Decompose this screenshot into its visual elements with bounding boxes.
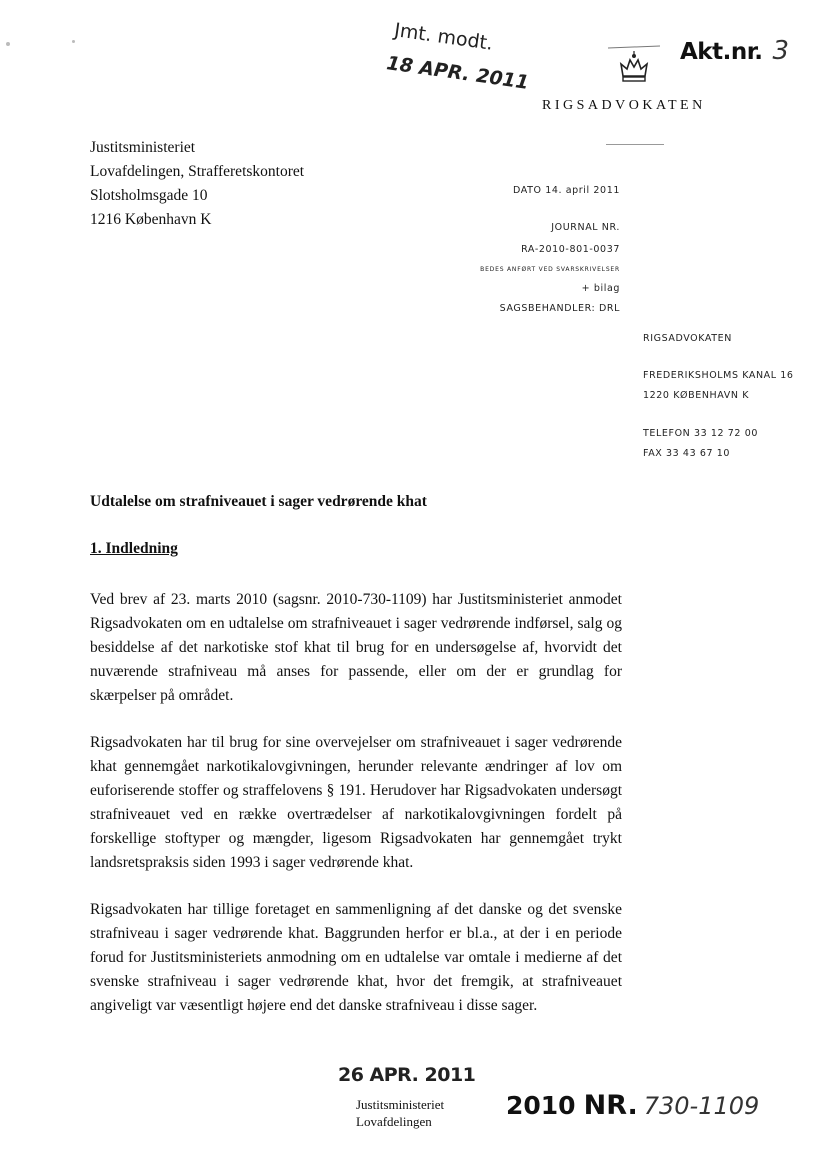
sender-fax: FAX 33 43 67 10 [643, 448, 731, 459]
akt-number: 3 [772, 36, 790, 66]
journal-label: JOURNAL NR. [551, 222, 620, 233]
akt-prefix: Akt.nr. [680, 39, 763, 65]
crown-logo [606, 42, 662, 90]
recipient-address [90, 136, 304, 232]
divider-line [606, 144, 664, 145]
bottom-case-number: 730-1109 [643, 1092, 760, 1120]
document-title: Udtalelse om strafniveauet i sager vedrørende khat [90, 493, 427, 510]
sender-name: RIGSADVOKATEN [643, 333, 732, 344]
case-handler: SAGSBEHANDLER: DRL [499, 303, 620, 314]
sender-phone: TELEFON 33 12 72 00 [643, 428, 758, 439]
scan-mark [6, 42, 10, 46]
received-date: 18 APR. 2011 [385, 52, 531, 94]
section-heading: 1. Indledning [90, 540, 178, 557]
received-stamp [380, 19, 531, 102]
body-paragraph: Rigsadvokaten har tillige foretaget en sammenligning af det danske og det svenske strafniveau i sager vedrørende khat. Baggrunden herfor er bl.a., at der i en periode forud for Justitsministeriets anmodning om en udtalelse var omtale i medierne af det svenske strafniveau i sager vedrørende khat, hvor det fremgik, at strafniveauet angiveligt var væsentligt højere end det danske strafniveau i disse sager. [90, 901, 622, 1014]
attachment-note: + bilag [581, 283, 620, 294]
recipient-line: Lovafdelingen, Strafferetskontoret [90, 163, 305, 180]
recipient-line: Slotsholmsgade 10 [90, 187, 208, 204]
bottom-case-nr: NR. [583, 1090, 638, 1121]
akt-number-stamp [680, 36, 789, 66]
letter-date: DATO 14. april 2011 [513, 185, 620, 196]
bottom-date-stamp: 26 APR. 2011 [338, 1064, 476, 1086]
sender-street: FREDERIKSHOLMS KANAL 16 [643, 370, 794, 381]
bottom-case-stamp [506, 1090, 759, 1121]
scan-mark [72, 40, 75, 43]
sender-city: 1220 KØBENHAVN K [643, 390, 750, 401]
recipient-line: 1216 København K [90, 211, 212, 228]
bottom-case-prefix: 2010 [506, 1091, 576, 1120]
bottom-dept-line: Justitsministeriet [356, 1097, 445, 1112]
body-paragraph: Ved brev af 23. marts 2010 (sagsnr. 2010-730-1109) har Justitsministeriet anmodet Rigsadvokaten om en udtalelse om strafniveauet i sager vedrørende indførsel, salg og besiddelse af det narkotiske stof khat til brug for en undersøgelse af, hvorvidt det nuværende strafniveau må anses for passende, eller om der er grundlag for skærpelser på området. [90, 591, 622, 704]
bottom-dept-line: Lovafdelingen [356, 1114, 432, 1129]
received-label: Jmt. modt. [392, 19, 495, 55]
recipient-line: Justitsministeriet [90, 139, 196, 156]
body-paragraph: Rigsadvokaten har til brug for sine overvejelser om strafniveauet i sager vedrørende khat gennemgået narkotikalovgivningen, herunder relevante ændringer af lov om euforiserende stoffer og straffelovens § 191. Herudover har Rigsadvokaten undersøgt strafniveauet ved en række overtrædelser af narkotikalovgivningen fordelt på forskellige stoftyper og mængder, ligesom Rigsadvokaten har gennemgået trykt landsretspraksis siden 1993 i sager vedrørende khat. [90, 734, 622, 871]
journal-note: BEDES ANFØRT VED SVARSKRIVELSER [480, 266, 620, 273]
journal-number: RA-2010-801-0037 [521, 244, 620, 255]
letterhead-org: RIGSADVOKATEN [542, 98, 706, 113]
bottom-dept-stamp [356, 1096, 444, 1130]
